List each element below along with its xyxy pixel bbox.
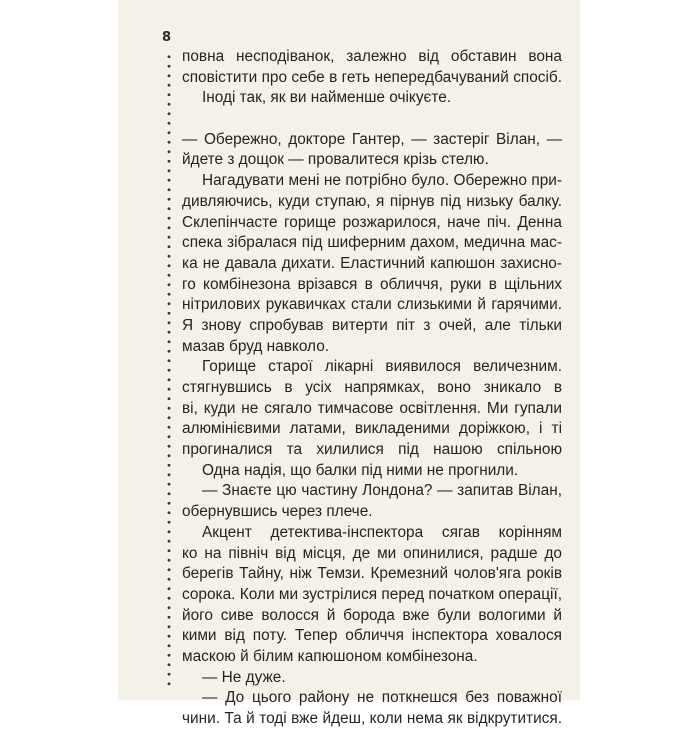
- text-line: го комбінезона врізався в обличчя, руки в щільних: [182, 275, 562, 293]
- page-number: 8: [162, 30, 172, 45]
- text-line: Горище старої лікарні виявилося величезним.: [202, 358, 562, 376]
- text-line: стягнувшись в усіх напрямках, воно зникало в: [182, 379, 562, 396]
- text-line: дивляючись, куди ступаю, я пірнув під низьку балку.: [182, 192, 562, 210]
- text-line: Нагадувати мені не потрібно було. Обережно при-: [202, 172, 562, 190]
- body-text: [182, 47, 562, 730]
- text-line: йдете з дощок — провалитеся крізь стелю.: [182, 151, 489, 169]
- text-line: його сиве волосся й борода вже були вологими й: [182, 606, 562, 624]
- text-line: повна несподіванок, залежно від обставин вона: [182, 48, 562, 65]
- text-line: берегів Тайну, ніж Темзи. Кремезний чолов'яга років: [182, 565, 562, 583]
- text-line: — Знаєте цю частину Лондона? — запитав Вілан,: [202, 482, 562, 500]
- blank-line: [182, 109, 562, 130]
- text-line: алюмінієвими латами, викладеними доріжкою, і ті: [182, 420, 562, 438]
- text-line: — Не дуже.: [202, 668, 286, 686]
- text-line: мазав бруд навколо.: [182, 337, 330, 355]
- text-line: спека зібралася під шиферним дахом, медична мас-: [182, 234, 562, 252]
- text-line: — До цього району не поткнешся без поважної: [202, 689, 562, 707]
- text-line: маскою й білим капюшоном комбінезона.: [182, 647, 478, 665]
- text-line: Іноді так, як ви найменше очікуєте.: [202, 89, 452, 107]
- text-line: прогиналися та хилилися під нашою спільною: [182, 441, 562, 459]
- text-line: ко на північ від місця, де ми опинилися, радше до: [182, 544, 562, 562]
- text-line: Акцент детектива-інспектора сягав корінням: [202, 523, 562, 541]
- text-line: Одна надія, що балки під ними не прогнили.: [202, 461, 519, 479]
- text-line: Склепінчасте горище розжарилося, наче піч. Денна: [182, 213, 562, 231]
- text-line: сорока. Коли ми зустрілися перед початком операції,: [182, 585, 562, 603]
- text-line: ка не давала дихати. Еластичний капюшон захисно-: [182, 254, 562, 272]
- text-line: Я знову спробував витерти піт з очей, але тільки: [182, 316, 562, 334]
- text-line: кими від поту. Тепер обличчя інспектора ховалося: [182, 627, 562, 645]
- dotted-margin-rule: [167, 52, 171, 692]
- text-line: обернувшись через плече.: [182, 503, 373, 521]
- text-line: сповістити про себе в геть непередбачуваний спосіб.: [182, 68, 562, 86]
- text-line: нітрилових рукавичках стали слизькими й гарячими.: [182, 296, 562, 314]
- text-line: ві, куди не сягало тимчасове освітлення. Ми гупали: [182, 399, 562, 417]
- text-line: чини. Та й тоді вже йдеш, коли нема як відкрутитися.: [182, 710, 562, 727]
- text-line: — Обережно, докторе Гантер, — застеріг Вілан, —: [182, 130, 562, 148]
